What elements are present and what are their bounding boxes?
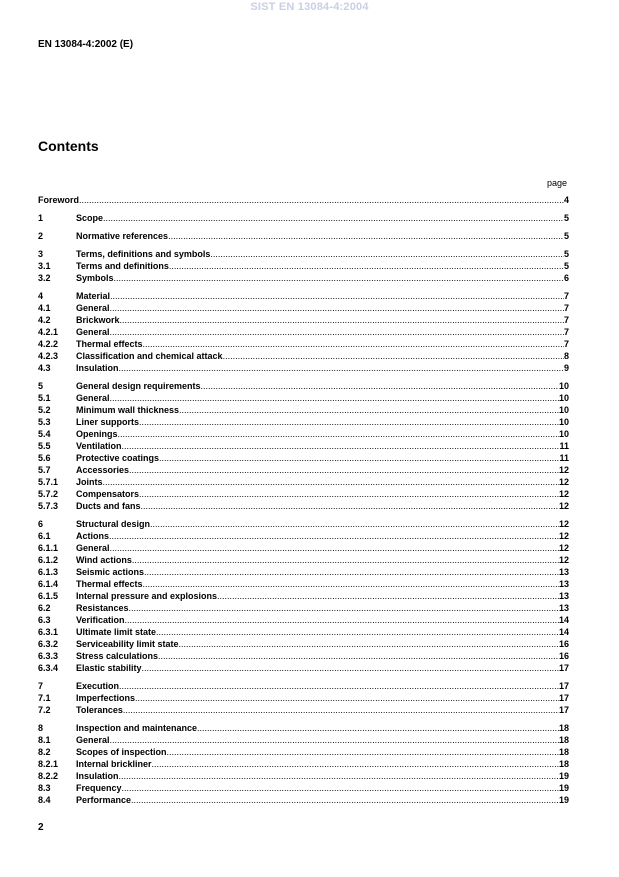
toc-entry-number: 8.2.2 bbox=[38, 771, 59, 781]
toc-entry-page: 12 bbox=[558, 477, 569, 487]
document-id: EN 13084-4:2002 (E) bbox=[38, 39, 134, 50]
toc-entry-title: Tolerances bbox=[76, 705, 123, 715]
dot-leader bbox=[168, 230, 564, 242]
dot-leader bbox=[159, 452, 559, 464]
toc-entry-page: 10 bbox=[558, 417, 569, 427]
toc-entry[interactable] bbox=[38, 662, 569, 674]
toc-entry-page: 19 bbox=[558, 783, 569, 793]
toc-entry[interactable] bbox=[38, 194, 569, 206]
toc-entry[interactable] bbox=[38, 248, 569, 260]
dot-leader bbox=[110, 392, 559, 404]
dot-leader bbox=[109, 530, 559, 542]
page-column-label: page bbox=[546, 178, 567, 188]
toc-entry-title: Openings bbox=[76, 429, 118, 439]
toc-entry[interactable] bbox=[38, 626, 569, 638]
dot-leader bbox=[135, 692, 559, 704]
toc-entry-page: 13 bbox=[558, 591, 569, 601]
dot-leader bbox=[129, 464, 559, 476]
toc-entry[interactable] bbox=[38, 314, 569, 326]
toc-entry-title: Normative references bbox=[76, 231, 169, 241]
toc-entry-number: 8.3 bbox=[38, 783, 51, 793]
dot-leader bbox=[143, 338, 564, 350]
toc-entry-title: Ultimate limit state bbox=[76, 627, 157, 637]
dot-leader bbox=[122, 440, 560, 452]
toc-entry-title: Classification and chemical attack bbox=[76, 351, 223, 361]
toc-entry[interactable] bbox=[38, 590, 569, 602]
toc-entry-title: Scope bbox=[76, 213, 104, 223]
toc-entry[interactable] bbox=[38, 338, 569, 350]
toc-entry-page: 11 bbox=[559, 441, 569, 451]
toc-entry-title: Inspection and maintenance bbox=[76, 723, 198, 733]
toc-entry-number: 5.7 bbox=[38, 465, 51, 475]
toc-entry-number: 6.1.3 bbox=[38, 567, 59, 577]
dot-leader bbox=[152, 758, 559, 770]
toc-entry-title: Protective coatings bbox=[76, 453, 160, 463]
toc-entry[interactable] bbox=[38, 452, 569, 464]
toc-entry-page: 7 bbox=[563, 339, 569, 349]
toc-entry-page: 12 bbox=[558, 543, 569, 553]
toc-entry[interactable] bbox=[38, 464, 569, 476]
toc-entry-title: Actions bbox=[76, 531, 110, 541]
toc-entry[interactable] bbox=[38, 602, 569, 614]
toc-entry-title: Thermal effects bbox=[76, 339, 143, 349]
toc-entry-title: General bbox=[76, 735, 110, 745]
toc-entry-page: 13 bbox=[558, 579, 569, 589]
dot-leader bbox=[120, 314, 564, 326]
dot-leader bbox=[223, 350, 564, 362]
toc-entry-number: 8.1 bbox=[38, 735, 51, 745]
toc-entry-page: 18 bbox=[558, 747, 569, 757]
dot-leader bbox=[169, 260, 564, 272]
dot-leader bbox=[201, 380, 559, 392]
toc-entry-page: 18 bbox=[558, 735, 569, 745]
dot-leader bbox=[132, 554, 559, 566]
toc-entry-title: General design requirements bbox=[76, 381, 201, 391]
toc-entry-page: 19 bbox=[558, 795, 569, 805]
toc-entry-number: 7.2 bbox=[38, 705, 51, 715]
dot-leader bbox=[158, 650, 559, 662]
toc-entry-page: 6 bbox=[563, 273, 569, 283]
toc-entry-page: 10 bbox=[558, 393, 569, 403]
dot-leader bbox=[167, 746, 559, 758]
dot-leader bbox=[114, 272, 564, 284]
toc-entry-page: 12 bbox=[558, 531, 569, 541]
toc-entry-page: 7 bbox=[563, 303, 569, 313]
toc-entry-page: 9 bbox=[563, 363, 569, 373]
toc-entry[interactable] bbox=[38, 794, 569, 806]
dot-leader bbox=[210, 248, 564, 260]
page-number: 2 bbox=[38, 822, 44, 833]
toc-entry-number: 1 bbox=[38, 213, 44, 223]
toc-entry-page: 7 bbox=[563, 327, 569, 337]
toc-entry-page: 12 bbox=[558, 501, 569, 511]
toc-entry-number: 8.2 bbox=[38, 747, 51, 757]
dot-leader bbox=[139, 488, 559, 500]
toc-entry-title: Insulation bbox=[76, 363, 119, 373]
toc-entry-number: 5.7.1 bbox=[38, 477, 59, 487]
toc-entry-title: Elastic stability bbox=[76, 663, 142, 673]
toc-entry-page: 12 bbox=[558, 489, 569, 499]
toc-entry-page: 12 bbox=[558, 465, 569, 475]
toc-entry-page: 13 bbox=[558, 603, 569, 613]
toc-entry-title: Execution bbox=[76, 681, 120, 691]
toc-entry-title: Material bbox=[76, 291, 111, 301]
toc-entry-number: 4 bbox=[38, 291, 44, 301]
toc-entry-page: 14 bbox=[558, 627, 569, 637]
toc-entry-title: Minimum wall thickness bbox=[76, 405, 180, 415]
toc-entry-number: 4.2 bbox=[38, 315, 51, 325]
toc-entry-title: Compensators bbox=[76, 489, 140, 499]
watermark: SIST EN 13084-4:2004 bbox=[250, 1, 369, 13]
toc-entry[interactable] bbox=[38, 416, 569, 428]
toc-entry[interactable] bbox=[38, 746, 569, 758]
toc-entry-number: 6.3 bbox=[38, 615, 51, 625]
toc-entry-page: 5 bbox=[563, 231, 569, 241]
toc-entry[interactable] bbox=[38, 530, 569, 542]
toc-entry-page: 13 bbox=[558, 567, 569, 577]
toc-entry-number: 4.2.1 bbox=[38, 327, 59, 337]
toc-entry-page: 17 bbox=[558, 705, 569, 715]
toc-entry[interactable] bbox=[38, 380, 569, 392]
dot-leader bbox=[143, 578, 559, 590]
toc-entry-page: 4 bbox=[563, 195, 569, 205]
dot-leader bbox=[179, 404, 559, 416]
toc-entry-page: 12 bbox=[558, 555, 569, 565]
toc-entry-title: Resistances bbox=[76, 603, 129, 613]
toc-entry[interactable] bbox=[38, 734, 569, 746]
dot-leader bbox=[119, 362, 564, 374]
dot-leader bbox=[103, 212, 564, 224]
toc-entry-page: 17 bbox=[558, 663, 569, 673]
toc-entry-number: 7.1 bbox=[38, 693, 51, 703]
toc-entry[interactable] bbox=[38, 230, 569, 242]
toc-entry-number: 6.1.2 bbox=[38, 555, 59, 565]
toc-entry-title: Terms, definitions and symbols bbox=[76, 249, 211, 259]
toc-entry[interactable] bbox=[38, 722, 569, 734]
toc-entry-title: Verification bbox=[76, 615, 125, 625]
toc-entry-number: 5.1 bbox=[38, 393, 51, 403]
dot-leader bbox=[217, 590, 559, 602]
toc-entry-number: 6.1.5 bbox=[38, 591, 59, 601]
dot-leader bbox=[141, 500, 559, 512]
dot-leader bbox=[79, 194, 564, 206]
toc-entry-number: 5.7.3 bbox=[38, 501, 59, 511]
toc-entry-page: 10 bbox=[558, 405, 569, 415]
toc-entry-number: 6.1 bbox=[38, 531, 51, 541]
dot-leader bbox=[119, 680, 559, 692]
dot-leader bbox=[110, 542, 559, 554]
toc-entry-title: Wind actions bbox=[76, 555, 132, 565]
toc-entry-page: 17 bbox=[558, 693, 569, 703]
toc-entry-page: 8 bbox=[563, 351, 569, 361]
dot-leader bbox=[110, 734, 559, 746]
toc-entry[interactable] bbox=[38, 404, 569, 416]
toc-entry-title: Ducts and fans bbox=[76, 501, 141, 511]
toc-entry-number: 5.6 bbox=[38, 453, 51, 463]
toc-entry-number: 4.2.2 bbox=[38, 339, 59, 349]
toc-entry-page: 7 bbox=[563, 315, 569, 325]
toc-entry-title: Brickwork bbox=[76, 315, 120, 325]
toc-entry-title: General bbox=[76, 543, 110, 553]
toc-entry[interactable] bbox=[38, 614, 569, 626]
dot-leader bbox=[131, 794, 559, 806]
dot-leader bbox=[142, 662, 559, 674]
toc-entry[interactable] bbox=[38, 440, 569, 452]
toc-entry[interactable] bbox=[38, 500, 569, 512]
toc-entry[interactable] bbox=[38, 578, 569, 590]
toc-entry-page: 16 bbox=[558, 639, 569, 649]
toc-entry[interactable] bbox=[38, 638, 569, 650]
toc-entry-number: 4.2.3 bbox=[38, 351, 59, 361]
toc-entry-number: 3 bbox=[38, 249, 44, 259]
toc-entry[interactable] bbox=[38, 272, 569, 284]
toc-entry-page: 19 bbox=[558, 771, 569, 781]
toc-entry[interactable] bbox=[38, 770, 569, 782]
dot-leader bbox=[118, 428, 559, 440]
toc-entry[interactable] bbox=[38, 392, 569, 404]
contents-heading: Contents bbox=[38, 138, 99, 154]
toc-entry[interactable] bbox=[38, 476, 569, 488]
toc-entry-page: 5 bbox=[563, 213, 569, 223]
toc-entry[interactable] bbox=[38, 566, 569, 578]
toc-entry-page: 18 bbox=[558, 759, 569, 769]
toc-entry-page: 10 bbox=[558, 429, 569, 439]
toc-entry-title: Serviceability limit state bbox=[76, 639, 179, 649]
toc-entry-page: 12 bbox=[558, 519, 569, 529]
toc-entry[interactable] bbox=[38, 518, 569, 530]
toc-entry-title: Structural design bbox=[76, 519, 151, 529]
toc-entry-page: 17 bbox=[558, 681, 569, 691]
toc-entry-title: Symbols bbox=[76, 273, 114, 283]
toc-entry-number: 4.3 bbox=[38, 363, 51, 373]
toc-entry-title: Internal brickliner bbox=[76, 759, 152, 769]
toc-entry-number: 8.2.1 bbox=[38, 759, 59, 769]
toc-entry-title: Imperfections bbox=[76, 693, 136, 703]
toc-entry-title: Frequency bbox=[76, 783, 122, 793]
toc-entry[interactable] bbox=[38, 542, 569, 554]
toc-entry-page: 18 bbox=[558, 723, 569, 733]
toc-entry[interactable] bbox=[38, 680, 569, 692]
toc-entry[interactable] bbox=[38, 302, 569, 314]
dot-leader bbox=[122, 782, 559, 794]
toc-entry-title: Thermal effects bbox=[76, 579, 143, 589]
dot-leader bbox=[156, 626, 559, 638]
dot-leader bbox=[197, 722, 559, 734]
toc-entry-page: 16 bbox=[558, 651, 569, 661]
toc-entry-number: 6.3.2 bbox=[38, 639, 59, 649]
toc-entry-title: General bbox=[76, 393, 110, 403]
toc-entry-number: 6.1.4 bbox=[38, 579, 59, 589]
toc-entry-title: Foreword bbox=[38, 195, 80, 205]
dot-leader bbox=[110, 326, 564, 338]
toc-entry-number: 8.4 bbox=[38, 795, 51, 805]
toc-entry[interactable] bbox=[38, 650, 569, 662]
dot-leader bbox=[110, 302, 564, 314]
toc-entry-number: 4.1 bbox=[38, 303, 51, 313]
toc-entry-number: 6.1.1 bbox=[38, 543, 59, 553]
toc-entry-number: 5.7.2 bbox=[38, 489, 59, 499]
dot-leader bbox=[119, 770, 559, 782]
toc-entry-title: Stress calculations bbox=[76, 651, 159, 661]
dot-leader bbox=[129, 602, 559, 614]
toc-entry[interactable] bbox=[38, 212, 569, 224]
toc-entry-title: Seismic actions bbox=[76, 567, 145, 577]
toc-entry[interactable] bbox=[38, 704, 569, 716]
toc-entry[interactable] bbox=[38, 428, 569, 440]
toc-entry-number: 3.2 bbox=[38, 273, 51, 283]
toc-entry-number: 6.3.3 bbox=[38, 651, 59, 661]
toc-entry[interactable] bbox=[38, 350, 569, 362]
dot-leader bbox=[139, 416, 559, 428]
toc-entry-title: Joints bbox=[76, 477, 103, 487]
toc-entry-page: 14 bbox=[558, 615, 569, 625]
dot-leader bbox=[150, 518, 559, 530]
toc-entry[interactable] bbox=[38, 554, 569, 566]
toc-entry-page: 5 bbox=[563, 249, 569, 259]
toc-entry-title: General bbox=[76, 327, 110, 337]
toc-entry-title: Insulation bbox=[76, 771, 119, 781]
toc-entry-title: Ventilation bbox=[76, 441, 122, 451]
toc-entry-number: 2 bbox=[38, 231, 44, 241]
toc-entry-number: 3.1 bbox=[38, 261, 51, 271]
toc-entry-number: 6.3.4 bbox=[38, 663, 59, 673]
dot-leader bbox=[103, 476, 559, 488]
toc-entry-page: 11 bbox=[559, 453, 569, 463]
toc-entry-number: 8 bbox=[38, 723, 44, 733]
toc-entry[interactable] bbox=[38, 290, 569, 302]
toc-entry-number: 7 bbox=[38, 681, 44, 691]
toc-entry[interactable] bbox=[38, 326, 569, 338]
toc-entry-number: 5.4 bbox=[38, 429, 51, 439]
toc-entry-title: Scopes of inspection bbox=[76, 747, 167, 757]
dot-leader bbox=[110, 290, 564, 302]
toc-entry-number: 5.3 bbox=[38, 417, 51, 427]
table-of-contents bbox=[38, 194, 569, 806]
dot-leader bbox=[144, 566, 559, 578]
toc-entry-page: 7 bbox=[563, 291, 569, 301]
toc-entry-number: 5 bbox=[38, 381, 44, 391]
toc-entry[interactable] bbox=[38, 758, 569, 770]
toc-entry-title: Accessories bbox=[76, 465, 130, 475]
toc-entry[interactable] bbox=[38, 782, 569, 794]
toc-entry-page: 5 bbox=[563, 261, 569, 271]
toc-entry[interactable] bbox=[38, 488, 569, 500]
toc-entry[interactable] bbox=[38, 692, 569, 704]
toc-entry-number: 5.5 bbox=[38, 441, 51, 451]
toc-entry-page: 10 bbox=[558, 381, 569, 391]
toc-entry-title: Performance bbox=[76, 795, 132, 805]
toc-entry-number: 6 bbox=[38, 519, 44, 529]
toc-entry-title: Internal pressure and explosions bbox=[76, 591, 218, 601]
toc-entry-title: Liner supports bbox=[76, 417, 140, 427]
dot-leader bbox=[179, 638, 559, 650]
toc-entry-number: 6.3.1 bbox=[38, 627, 59, 637]
toc-entry[interactable] bbox=[38, 362, 569, 374]
toc-entry-title: General bbox=[76, 303, 110, 313]
toc-entry[interactable] bbox=[38, 260, 569, 272]
dot-leader bbox=[123, 704, 559, 716]
toc-entry-number: 5.2 bbox=[38, 405, 51, 415]
dot-leader bbox=[125, 614, 559, 626]
toc-entry-number: 6.2 bbox=[38, 603, 51, 613]
toc-entry-title: Terms and definitions bbox=[76, 261, 169, 271]
